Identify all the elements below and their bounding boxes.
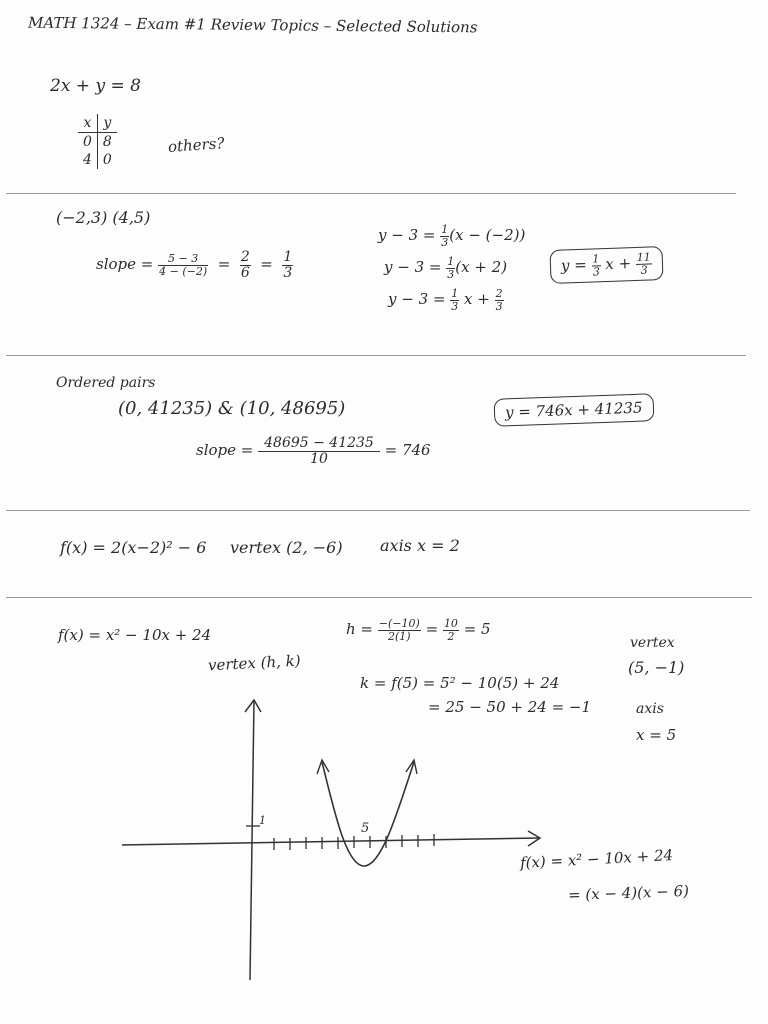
h-fraction-reduced xyxy=(443,618,459,642)
side-axis-value: x = 5 xyxy=(636,726,677,744)
divider-3 xyxy=(6,510,750,511)
step-text: y − 3 = xyxy=(388,290,446,309)
answer-fraction xyxy=(636,251,653,276)
side-vertex-value: (5, −1) xyxy=(628,658,685,677)
fraction-numerator: −(−10) xyxy=(378,617,420,630)
section1-note: others? xyxy=(167,134,226,156)
section4-vertex: vertex (2, −6) xyxy=(230,538,343,557)
fraction-denominator: 2(1) xyxy=(387,629,411,643)
y-axis-arrowhead xyxy=(245,700,261,712)
table-cell: 0 xyxy=(78,133,97,152)
table-header-y: y xyxy=(97,114,116,133)
step-text: y − 3 = xyxy=(378,226,436,245)
step-fraction xyxy=(450,288,459,312)
fraction-denominator: 4 − (−2) xyxy=(159,264,208,278)
fraction-numerator: 1 xyxy=(447,255,455,268)
fraction-numerator: 11 xyxy=(636,250,651,264)
fraction-denominator: 2 xyxy=(447,629,455,643)
x-axis-arrowhead xyxy=(528,831,540,846)
step-fraction xyxy=(495,288,504,312)
fraction-numerator: 10 xyxy=(443,617,458,630)
section4-axis: axis x = 2 xyxy=(380,536,460,555)
step-fraction xyxy=(440,224,449,248)
step-text: (x − (−2)) xyxy=(449,226,526,245)
point-slope-step-1 xyxy=(378,224,525,248)
step-text: x + xyxy=(464,290,490,309)
fraction-numerator: 5 − 3 xyxy=(158,253,208,266)
table-cell: 0 xyxy=(102,152,112,168)
factor-line-2: = (x − 4)(x − 6) xyxy=(567,881,690,905)
divider-1 xyxy=(6,193,736,194)
page-title: MATH 1324 – Exam #1 Review Topics – Selected Solutions xyxy=(27,13,478,37)
h-result: = 5 xyxy=(463,620,491,639)
section4-function: f(x) = 2(x−2)² − 6 xyxy=(60,538,207,557)
fraction-numerator: 48695 − 41235 xyxy=(258,436,380,452)
fraction-denominator: 3 xyxy=(640,263,648,277)
slope-fraction-final xyxy=(282,250,293,280)
section3-label: Ordered pairs xyxy=(56,375,156,391)
step-fraction xyxy=(446,256,455,280)
h-fraction xyxy=(378,618,421,642)
fraction-denominator: 6 xyxy=(240,264,250,281)
point-slope-step-2 xyxy=(384,256,507,280)
parabola-curve xyxy=(322,762,414,866)
section2-points: (−2,3) (4,5) xyxy=(56,208,151,227)
fraction-denominator: 10 xyxy=(310,450,328,467)
equals-sign: = xyxy=(425,620,439,639)
divider-4 xyxy=(6,597,752,598)
left-arrowhead xyxy=(317,760,329,774)
answer-text: y = xyxy=(560,255,588,275)
side-vertex-label: vertex xyxy=(630,635,675,651)
section1-equation: 2x + y = 8 xyxy=(50,76,141,96)
fraction-numerator: 2 xyxy=(495,287,503,300)
slope-fraction xyxy=(258,436,380,466)
section3-slope xyxy=(196,436,431,466)
section5-k-line2: = 25 − 50 + 24 = −1 xyxy=(428,698,592,716)
fraction-denominator: 3 xyxy=(441,235,449,249)
fraction-denominator: 3 xyxy=(447,267,455,281)
section5-h xyxy=(346,618,491,642)
slope-fraction xyxy=(158,253,208,277)
section5-function: f(x) = x² − 10x + 24 xyxy=(58,626,212,644)
answer-text: x + xyxy=(605,254,632,274)
slope-label: slope = xyxy=(196,441,254,460)
section5-vertex-label: vertex (h, k) xyxy=(207,651,302,675)
table-cell: 4 xyxy=(78,151,97,169)
x-tick-marks xyxy=(274,834,434,850)
right-arrowhead xyxy=(406,760,417,774)
section3-pairs: (0, 41235) & (10, 48695) xyxy=(118,398,346,419)
equals-sign: = xyxy=(260,255,273,274)
section2-answer-box xyxy=(549,246,663,284)
factor-line-1: f(x) = x² − 10x + 24 xyxy=(519,846,674,872)
fraction-numerator: 1 xyxy=(451,287,459,300)
h-label: h = xyxy=(346,620,373,639)
point-slope-step-3 xyxy=(388,288,504,312)
slope-label: slope = xyxy=(96,255,154,274)
fraction-numerator: 1 xyxy=(592,252,600,266)
step-text: y − 3 = xyxy=(384,258,442,277)
slope-fraction-reduced xyxy=(240,250,251,280)
table-cell: 8 xyxy=(102,134,112,150)
fraction-denominator: 3 xyxy=(451,299,459,313)
answer-fraction xyxy=(591,253,601,277)
section1-xy-table xyxy=(78,114,117,169)
fraction-numerator: 1 xyxy=(283,249,293,265)
step-text: (x + 2) xyxy=(455,258,508,277)
fraction-numerator: 1 xyxy=(441,223,449,236)
y-tick-label: 1 xyxy=(259,814,266,827)
section5-k-line1: k = f(5) = 5² − 10(5) + 24 xyxy=(360,674,560,692)
section2-slope xyxy=(96,250,293,280)
section3-answer-box: y = 746x + 41235 xyxy=(494,393,654,427)
divider-2 xyxy=(6,355,746,356)
slope-result: = 746 xyxy=(384,441,431,460)
x-tick-label: 5 xyxy=(361,821,370,836)
fraction-denominator: 3 xyxy=(495,299,503,313)
x-axis xyxy=(122,838,540,845)
equals-sign: = xyxy=(217,255,231,274)
fraction-denominator: 3 xyxy=(592,264,601,279)
table-header-x: x xyxy=(78,114,97,133)
y-axis xyxy=(250,700,254,980)
fraction-numerator: 2 xyxy=(240,249,250,265)
fraction-denominator: 3 xyxy=(283,264,293,281)
side-axis-label: axis xyxy=(636,701,664,717)
